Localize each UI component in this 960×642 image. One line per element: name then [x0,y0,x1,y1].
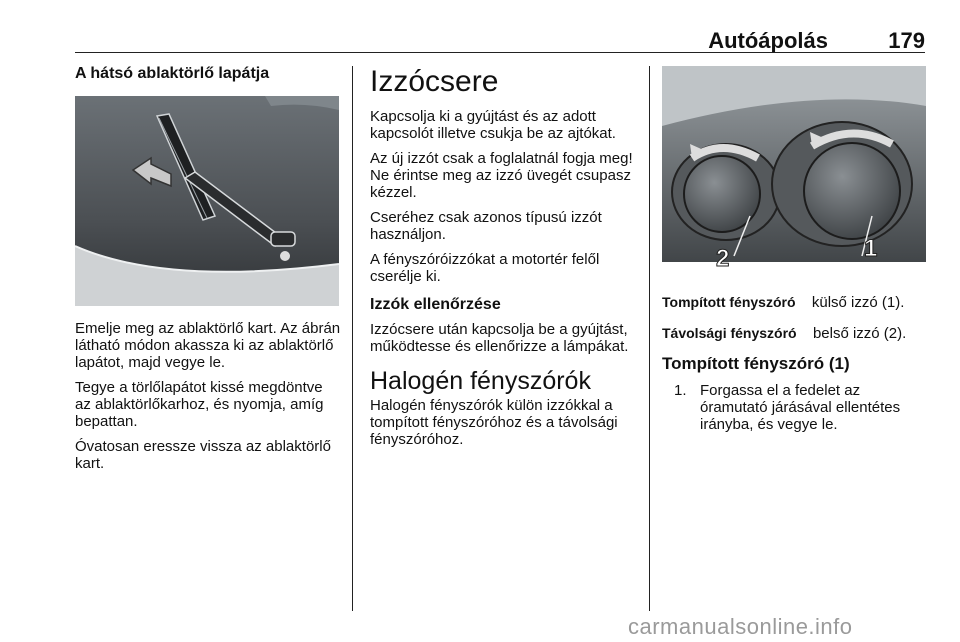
step-text: Forgassa el a fedelet az óramutató járásával ellentétes irányba, és vegye le. [700,382,901,433]
watermark: carmanualsonline.info [628,614,853,639]
bulb-check-text: Izzócsere után kapcsolja be a gyújtást, működtesse és ellenőrizze a lámpákat. [370,321,629,355]
wiper-paragraph-1: Emelje meg az ablaktörlő kart. Az ábrán látható módon akassza ki az ablaktörlő lapátot, majd vegye le. [75,320,341,371]
wiper-blade-illustration [75,96,339,306]
column-wiper [75,64,341,480]
term-low-beam [662,292,927,313]
halogen-text: Halogén fényszórók külön izzókkal a tompított fényszóróhoz és a távolsági fényszóróhoz. [370,397,618,448]
wiper-paragraph-3: Óvatosan eressze vissza az ablaktörlő kart. [75,438,331,472]
column-divider-1 [352,66,353,611]
bulb-paragraph-3: Cseréhez csak azonos típusú izzót használjon. [370,209,602,243]
header-divider [75,52,925,53]
term-low-beam-label: Tompított fényszóró [662,294,796,310]
term-high-beam-label: Távolsági fényszóró [662,325,797,341]
page-header [75,28,925,52]
bulb-paragraph-1: Kapcsolja ki a gyújtást és az adott kapcsolót illetve csukja be az ajtókat. [370,108,616,142]
term-high-beam-desc: belső izzó (2). [812,325,907,342]
wiper-paragraph-2: Tegye a törlőlapátot kissé megdöntve az ablaktörlőkarhoz, és nyomja, amíg bepattan. [75,379,324,430]
wiper-heading: A hátsó ablaktörlő lapátja [75,65,270,82]
term-low-beam-desc: külső izzó (1). [811,294,905,311]
column-divider-2 [649,66,650,611]
step-list-item [674,382,927,433]
bulb-replacement-title: Izzócsere [370,65,499,98]
page-number: 179 [888,28,925,53]
figure-label-2: 2 [716,245,730,272]
section-title: Autóápolás [708,28,828,53]
column-low-beam [662,64,927,433]
bulb-paragraph-4: A fényszóróizzókat a motortér felől cserélje ki. [370,251,600,285]
step-number: 1. [674,382,687,399]
column-bulb-replacement [370,64,638,456]
bulb-check-heading: Izzók ellenőrzése [370,296,501,313]
headlamp-cover-illustration [662,66,926,278]
term-high-beam [662,323,927,344]
figure-label-1: 1 [864,235,878,262]
low-beam-heading: Tompított fényszóró (1) [662,354,850,373]
halogen-title: Halogén fényszórók [370,367,591,395]
bulb-paragraph-2: Az új izzót csak a foglalatnál fogja meg! Ne érintse meg az izzó üvegét csupasz kézzel. [370,150,633,201]
